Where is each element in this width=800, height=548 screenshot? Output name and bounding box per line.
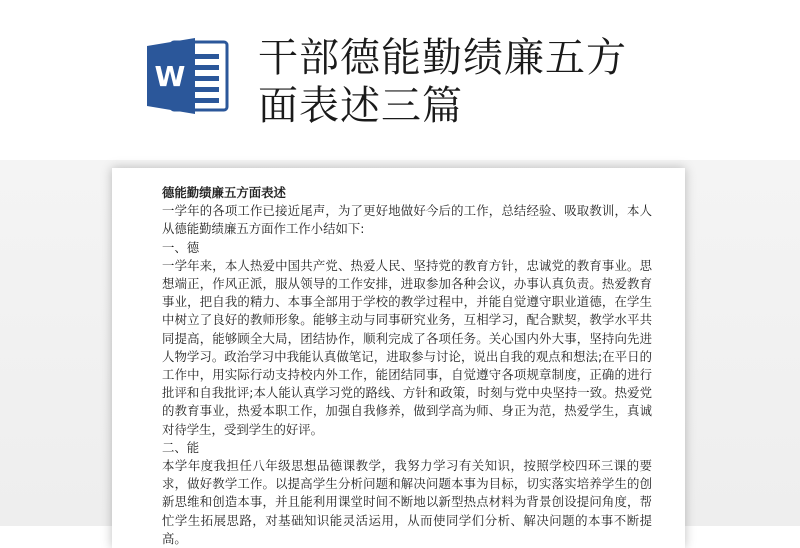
word-document-icon — [143, 36, 233, 116]
document-body — [162, 184, 652, 548]
paragraph-neng: 本学年度我担任八年级思想品德课教学，我努力学习有关知识，按照学校四环三课的要求，做好教学工作。以提高学生分析问题和解决问题本事为目标，切实落实培养学生的创新思维和创造本事，并且能利用课堂时间不断地以新型热点材料为背景创设提问角度，帮忙学生拓展思路，对基础知识能灵活运用，从而使同学们分析、解决问题的本事不断提高。 — [162, 458, 652, 546]
section-heading-neng: 二、能 — [162, 439, 200, 455]
document-page — [112, 168, 685, 548]
paragraph-intro: 一学年的各项工作已接近尾声，为了更好地做好今后的工作，总结经验、吸取教训，本人从德能勤绩廉五方面作工作小结如下: — [162, 203, 652, 237]
page-header — [0, 0, 800, 170]
section-heading-de: 一、德 — [162, 239, 200, 255]
word-icon-letter: W — [154, 60, 186, 93]
document-title: 干部德能勤绩廉五方 面表述三篇 — [258, 35, 627, 129]
document-heading: 德能勤绩廉五方面表述 — [162, 185, 286, 200]
paragraph-de: 一学年来，本人热爱中国共产党、热爱人民、坚持党的教育方针，忠诚党的教育事业。思想端正，作风正派，服从领导的工作安排，进取参加各种会议，办事认真负责。热爱教育事业，把自我的精力、本事全部用于学校的教学过程中，并能自觉遵守职业道德，在学生中树立了良好的教师形象。能够主动与同事研究业务，互相学习，配合默契，教学水平共同提高，能够顾全大局，团结协作，顺利完成了各项任务。关心国内外大事，坚持向先进人物学习。政治学习中我能认真做笔记，进取参与讨论，说出自我的观点和想法;在平日的工作中，用实际行动支持校内外工作，能团结同事，自觉遵守各项规章制度，正确的进行批评和自我批评;本人能认真学习党的路线、方针和政策，时刻与党中央坚持一致。热爱党的教育事业，热爱本职工作，加强自我修养，做到学高为师、身正为范，热爱学生，真诚对待学生，受到学生的好评。 — [162, 257, 652, 437]
